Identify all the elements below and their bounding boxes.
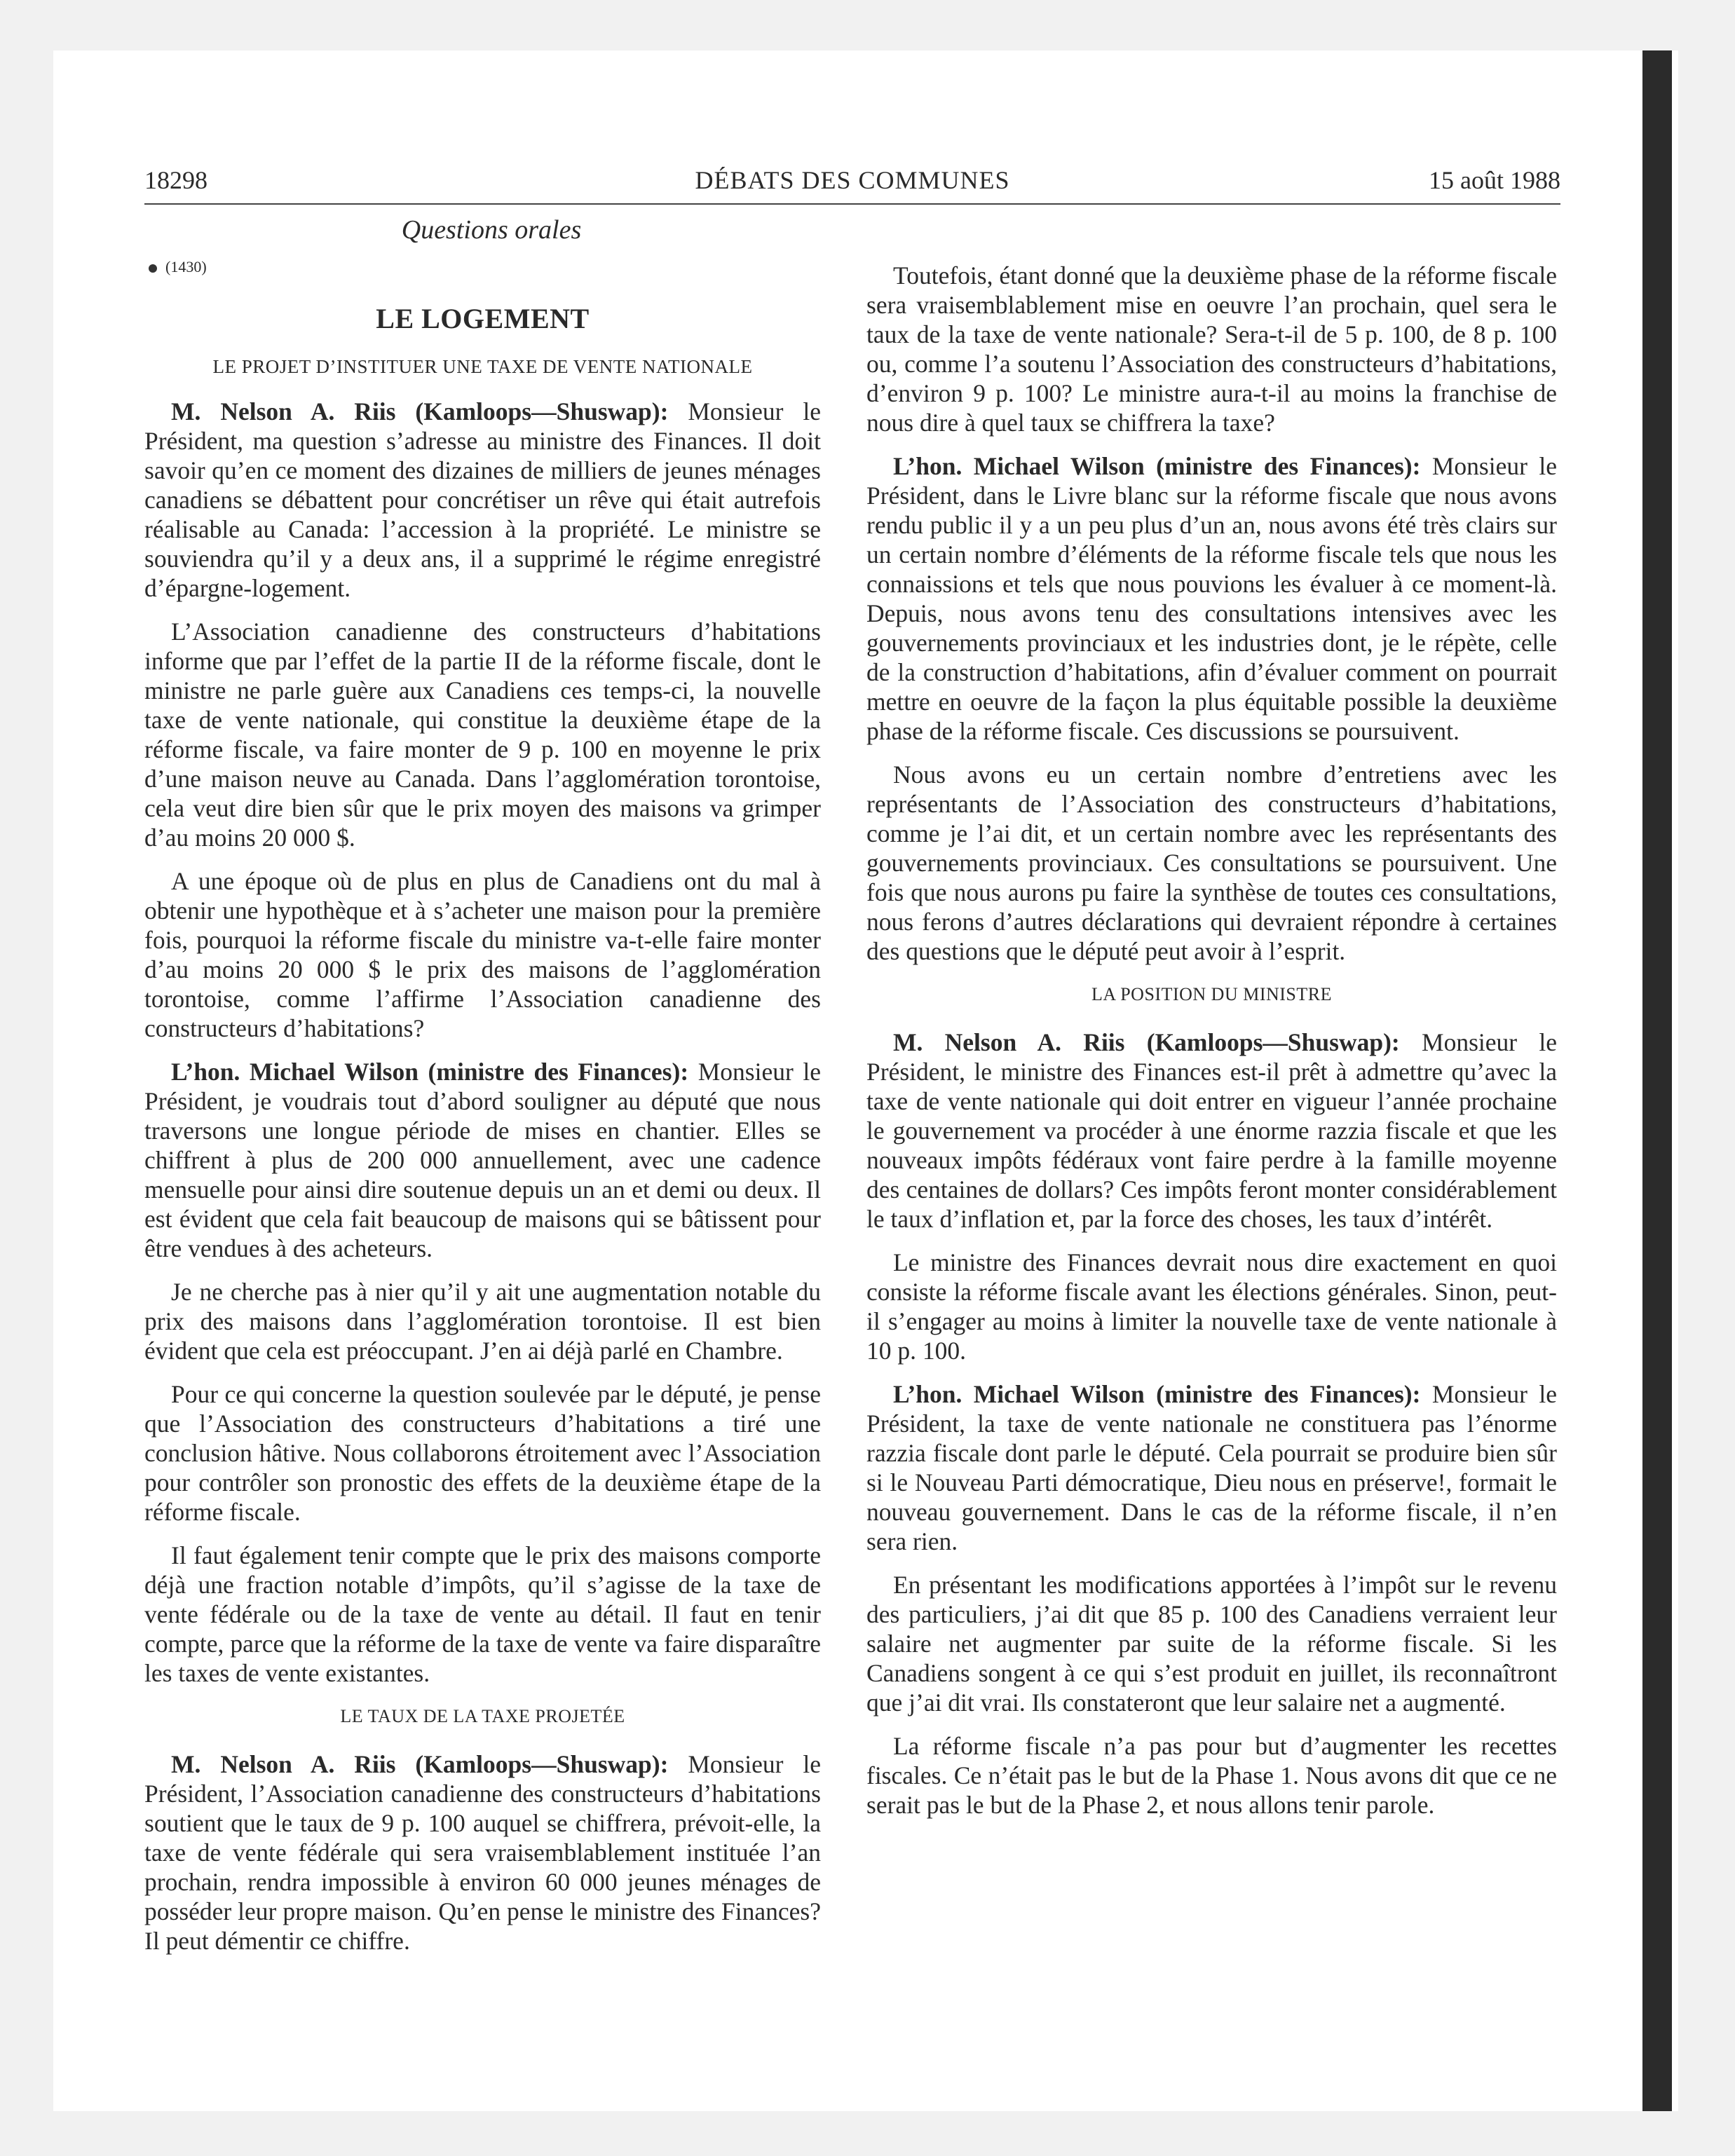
paragraph xyxy=(866,1379,1557,1556)
paragraph xyxy=(144,1057,821,1263)
paragraph xyxy=(866,1028,1557,1234)
paragraph: Je ne cherche pas à nier qu’il y ait une augmentation notable du prix des maisons dans l’agglomération torontoise. Il est bien évident que cela est préoccupant. J’en ai déjà parlé en Chambre. xyxy=(144,1278,821,1365)
page-number: 18298 xyxy=(144,166,207,194)
paragraph xyxy=(144,1749,821,1956)
speech-text: Monsieur le Président, la taxe de vente nationale ne constituera pas l’énorme razzia fiscale dont parle le député. Cela pourrait se produire bien sûr si le Nouveau Parti démocratique, Dieu nous en préserve!, formait le nouveau gouvernement. Dans le cas de la réforme fiscale, il n’en sera rien. xyxy=(866,1380,1557,1555)
speech-text: Monsieur le Président, le ministre des Finances est-il prêt à admettre qu’avec la taxe de vente nationale qui doit entrer en vigueur l’année prochaine le gouvernement va procéder à une énorme razzia fiscale et que les nouveaux impôts fédéraux vont faire perdre à la famille moyenne des centaines de dollars? Ces impôts feront monter considérablement le taux d’inflation et, par la force des choses, les taux d’intérêt. xyxy=(866,1028,1557,1233)
issue-date: 15 août 1988 xyxy=(1429,166,1560,194)
paragraph: En présentant les modifications apportées à l’impôt sur le revenu des particuliers, j’ai dit que 85 p. 100 des Canadiens verraient leur salaire net augmenter par suite de la réforme fiscale. Si les Canadiens songent à ce qui s’est produit en juillet, ils reconnaîtront que j’ai dit vrai. Ils constateront que leur salaire net a augmenté. xyxy=(866,1571,1557,1717)
subheading-minister-position: LA POSITION DU MINISTRE xyxy=(1091,984,1332,1004)
subheading-tax-rate: LE TAUX DE LA TAXE PROJETÉE xyxy=(340,1706,625,1726)
paragraph xyxy=(144,397,821,603)
speaker-name: M. Nelson A. Riis (Kamloops—Shuswap): xyxy=(893,1028,1400,1056)
paragraph: Pour ce qui concerne la question soulevée par le député, je pense que l’Association des constructeurs d’habitations a tiré une conclusion hâtive. Nous collaborons étroitement avec l’Association pour contrôler son pronostic des effets de la deuxième étape de la réforme fiscale. xyxy=(144,1380,821,1526)
speech-text: Monsieur le Président, je voudrais tout d’abord souligner au député que nous traversons une longue période de mises en chantier. Elles se chiffrent à plus de 200 000 annuellement, avec une cadence mensuelle pour ainsi dire soutenue depuis un an et demi ou deux. Il est évident que cela fait beaucoup de maisons qui se bâtissent pour être vendues à des acheteurs. xyxy=(144,1058,821,1262)
scan-edge-bar xyxy=(1642,50,1672,2111)
journal-title: DÉBATS DES COMMUNES xyxy=(695,166,1010,194)
speech-text: Monsieur le Président, dans le Livre blanc sur la réforme fiscale que nous avons rendu public il y a un peu plus d’un an, nous avons été très clairs sur un certain nombre d’éléments de la réforme fiscale tels que nous les connaissions et tels que nous pouvions les évaluer à ce moment-là. Depuis, nous avons tenu des consultations intensives avec les gouvernements provinciaux et les industries dont, je le répète, celle de la construction d’habitations, afin d’évaluer comment on pourrait mettre en oeuvre de la façon la plus équitable possible la deuxième phase de la réforme fiscale. Ces discussions se poursuivent. xyxy=(866,452,1557,745)
speaker-name: L’hon. Michael Wilson (ministre des Finances): xyxy=(893,1380,1421,1408)
running-header xyxy=(144,165,1560,205)
speaker-name: L’hon. Michael Wilson (ministre des Finances): xyxy=(893,452,1421,480)
speech-text: Monsieur le Président, l’Association canadienne des constructeurs d’habitations soutient que le taux de 9 p. 100 auquel se chiffrera, prévoit-elle, la taxe de vente fédérale qui sera vraisemblablement instituée l’an prochain, rendra impossible à environ 60 000 jeunes ménages de posséder leur propre maison. Qu’en pense le ministre des Finances? Il peut démentir ce chiffre. xyxy=(144,1750,821,1955)
paragraph: Toutefois, étant donné que la deuxième phase de la réforme fiscale sera vraisemblablement mise en oeuvre l’an prochain, quel sera le taux de la taxe de vente nationale? Sera-t-il de 5 p. 100, de 8 p. 100 ou, comme l’a soutenu l’Association des constructeurs d’habitations, d’environ 9 p. 100? Le ministre aura-t-il au moins la franchise de nous dire à quel taux se chiffrera la taxe? xyxy=(866,261,1557,437)
speaker-name: M. Nelson A. Riis (Kamloops—Shuswap): xyxy=(171,1750,669,1778)
main-heading: LE LOGEMENT xyxy=(376,303,590,334)
speaker-name: L’hon. Michael Wilson (ministre des Finances): xyxy=(171,1058,689,1086)
time-marker xyxy=(149,258,207,276)
paragraph: Il faut également tenir compte que le prix des maisons comporte déjà une fraction notable d’impôts, qu’il s’agisse de la taxe de vente fédérale ou de la taxe de vente au détail. Il faut en tenir compte, parce que la réforme de la taxe de vente va faire disparaître les taxes de vente existantes. xyxy=(144,1541,821,1687)
paragraph: A une époque où de plus en plus de Canadiens ont du mal à obtenir une hypothèque et à s’acheter une maison pour la première fois, pourquoi la réforme fiscale du ministre va-t-elle faire monter d’au moins 20 000 $ le prix des maisons de l’agglomération torontoise, comme l’affirme l’Association canadienne des constructeurs d’habitations? xyxy=(144,867,821,1042)
speaker-name: M. Nelson A. Riis (Kamloops—Shuswap): xyxy=(171,397,669,425)
time-marker-text: (1430) xyxy=(165,258,207,275)
paragraph xyxy=(866,451,1557,746)
paragraph: La réforme fiscale n’a pas pour but d’augmenter les recettes fiscales. Ce n’était pas le but de la Phase 1. Nous avons dit que ce ne serait pas le but de la Phase 2, et nous allons tenir parole. xyxy=(866,1732,1557,1819)
paragraph: L’Association canadienne des constructeurs d’habitations informe que par l’effet de la partie II de la réforme fiscale, dont le ministre ne parle guère aux Canadiens ces temps-ci, la nouvelle taxe de vente nationale, qui constitue la deuxième étape de la réforme fiscale, va faire monter de 9 p. 100 en moyenne le prix d’une maison neuve au Canada. Dans l’agglomération torontoise, cela veut dire bien sûr que le prix moyen des maisons va grimper d’au moins 20 000 $. xyxy=(144,618,821,852)
paragraph: Nous avons eu un certain nombre d’entretiens avec les représentants de l’Association des constructeurs d’habitations, comme je l’ai dit, et un certain nombre avec les représentants des gouvernements provinciaux. Ces consultations se poursuivent. Une fois que nous aurons pu faire la synthèse de toutes ces consultations, nous ferons d’autres déclarations qui devraient répondre à certaines des questions que le député peut avoir à l’esprit. xyxy=(866,760,1557,965)
paragraph: Le ministre des Finances devrait nous dire exactement en quoi consiste la réforme fiscale avant les élections générales. Sinon, peut-il s’engager au moins à limiter la nouvelle taxe de vente nationale à 10 p. 100. xyxy=(866,1248,1557,1365)
speech-text: Monsieur le Président, ma question s’adresse au ministre des Finances. Il doit savoir qu’en ce moment des dizaines de milliers de jeunes ménages canadiens se débattent pour concrétiser un rêve qui était autrefois réalisable au Canada: l’accession à la propriété. Le ministre se souviendra qu’il y a deux ans, il a supprimé le régime enregistré d’épargne-logement. xyxy=(144,397,821,602)
subheading-national-tax: LE PROJET D’INSTITUER UNE TAXE DE VENTE NATIONALE xyxy=(212,356,753,377)
section-title: Questions orales xyxy=(401,215,582,245)
bullet-icon xyxy=(149,264,157,273)
left-column xyxy=(144,304,821,1970)
right-column xyxy=(866,261,1557,1834)
